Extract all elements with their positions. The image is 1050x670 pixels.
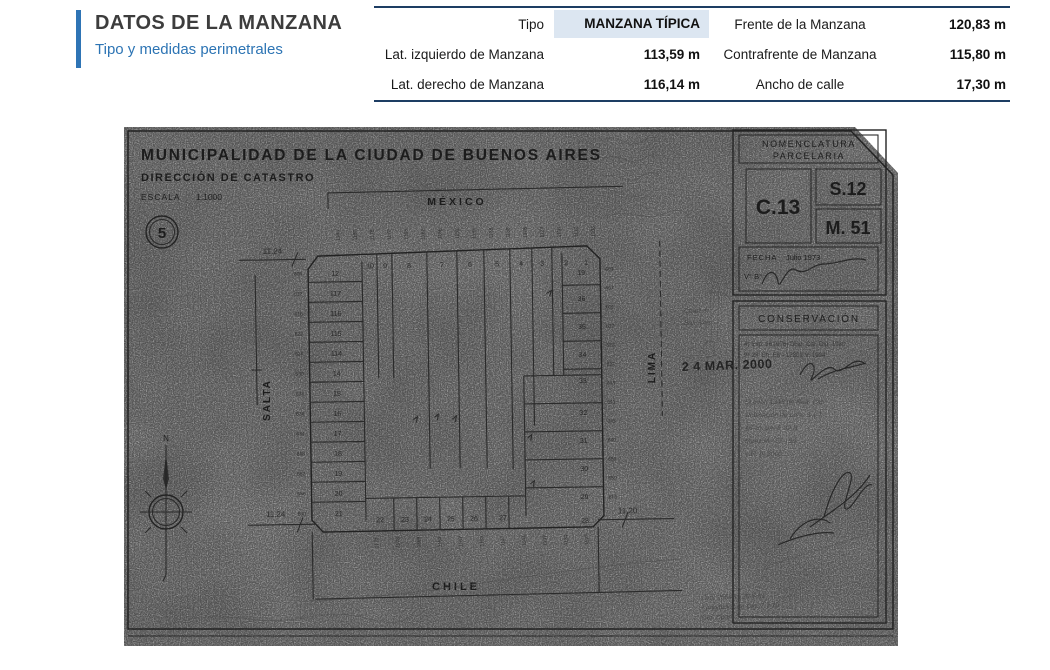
map-org-title: MUNICIPALIDAD DE LA CIUDAD DE BUENOS AIRES (141, 147, 602, 164)
fecha-label: FECHA (747, 253, 778, 262)
map-number: Bol. SAn. (684, 320, 713, 327)
map-number: 1153 (479, 535, 486, 547)
map-number: 1131 (563, 534, 570, 546)
map-number: 26 (470, 515, 478, 523)
street-label-chile: CHILE (432, 581, 480, 593)
map-number: 27 (499, 515, 507, 523)
map-number: 1162 (420, 228, 427, 240)
map-number: 1184 (335, 229, 342, 241)
map-number: 7 (440, 262, 445, 270)
field-label-frente: Frente de la Manzana (734, 16, 866, 32)
field-label-lat-der: Lat. derecho de Manzana (390, 76, 544, 92)
map-number: 638 (295, 411, 305, 418)
map-number: 3 (539, 260, 545, 268)
map-number: 12 (331, 270, 340, 278)
map-number: 1138 (488, 227, 495, 239)
sheet-number: 5 (157, 225, 167, 242)
map-number: 33 (578, 377, 587, 386)
map-number: 644 (296, 431, 305, 438)
map-number: 21 (334, 510, 343, 518)
map-number: 649 (607, 437, 617, 444)
cadastral-map-scan (124, 127, 898, 646)
map-number: 22 (376, 517, 384, 525)
map-number: 633 (606, 380, 616, 387)
map-number: 18 (334, 450, 342, 458)
map-number: 9° 28' Ch. E8 - 17801 V. 1984 (744, 352, 826, 359)
map-number: 8 (407, 262, 412, 270)
map-number: 1108 (590, 225, 597, 237)
map-number: 655 (608, 456, 617, 463)
map-number: 1172 (386, 229, 393, 241)
map-number: 1157 (458, 536, 465, 547)
page-subtitle: Tipo y medidas perimetrales (95, 41, 283, 58)
map-number: 5) conf. 1343 de Reg. Cat. (745, 399, 825, 406)
field-label-contrafrente: Contrafrente de Manzana (723, 46, 877, 62)
map-number: 623 (606, 342, 615, 349)
field-label-tipo: Tipo (518, 16, 544, 32)
map-number: 1124 (539, 226, 546, 238)
field-label-ancho-calle: Ancho de calle (755, 76, 845, 92)
map-number: 1163 (437, 536, 444, 548)
map-number: Ord. 25648 - 20-6-41 (701, 592, 766, 602)
map-number: Manz M - 55 - 99 (745, 438, 797, 445)
map-number: 1128 (522, 227, 529, 238)
map-number: 2 (563, 260, 569, 268)
map-number: 14 (332, 370, 341, 378)
street-label-lima: LIMA (647, 350, 658, 384)
map-number: 1168 (403, 228, 410, 240)
street-label-salta: SALTA (262, 379, 273, 421)
fecha-value: Julio 1973 (786, 253, 821, 262)
date-stamp: 2 4 MAR. 2000 (681, 356, 773, 374)
vb-label: V° B° (744, 272, 763, 281)
map-number: 663 (608, 494, 618, 501)
map-number: 603 (605, 266, 614, 273)
conservacion-title: CONSERVACIÓN (758, 314, 860, 325)
field-value-ancho-calle: 17,30 m (956, 76, 1006, 92)
table-row (374, 39, 1010, 69)
field-value-lat-izq: 113,59 m (643, 46, 700, 62)
map-number: 630 (295, 371, 304, 378)
map-number: 4) Exp. 36 (976) Disp. Cat. Dig. 1980 (744, 341, 846, 348)
map-number: 35 (578, 323, 586, 332)
map-number: 34 (578, 351, 587, 360)
map-number: 627 (606, 361, 615, 368)
map-number: 634 (295, 391, 305, 398)
compass-north-label: N (163, 434, 169, 443)
map-number: 16 (333, 410, 342, 418)
circunscripcion-value: C.13 (755, 196, 801, 219)
map-scale-value: 1:1000 (196, 192, 222, 202)
map-number: 1127 (584, 534, 591, 545)
map-number: 46 cm par E 32 B (745, 425, 798, 432)
map-number: 116 (330, 310, 342, 318)
map-number: 31 (579, 437, 588, 446)
map-number: 1152 (454, 228, 461, 239)
manzana-value: M. 51 (825, 218, 871, 238)
map-number: 5 (494, 261, 500, 269)
map-number: 641 (607, 399, 616, 406)
map-number: 659 (608, 475, 617, 482)
map-number: 1118 (556, 226, 563, 238)
map-number: Cuart. H (684, 308, 710, 315)
nomenclatura-title-1: NOMENCLATURA (761, 139, 857, 149)
map-number: 622 (294, 331, 304, 338)
map-number: 1169 (416, 536, 423, 548)
map-number: Longitudes de Dig. 7 y 10 (701, 602, 780, 612)
map-number: 36 (577, 295, 586, 304)
map-number: 17 (333, 430, 342, 438)
dimension-bottom-left: 11.24 (265, 509, 286, 519)
map-number: 117 (329, 290, 342, 298)
map-number: 19 (334, 470, 343, 478)
accent-bar (76, 10, 81, 68)
map-number: 1176 (369, 229, 376, 241)
dimension-top-left: 11.24 (262, 246, 283, 256)
field-value-contrafrente: 115,80 m (949, 46, 1006, 62)
map-number: Dib. Dpan. 3.2 (701, 613, 746, 622)
field-label-lat-izq: Lat. izquierdo de Manzana (384, 46, 544, 62)
map-number: 656 (297, 491, 306, 498)
map-number: 660 (297, 511, 306, 518)
map-number: 1144 (471, 227, 478, 239)
map-number: 1180 (352, 229, 359, 241)
map-number: 15 (333, 390, 341, 398)
map-dept-title: DIRECCIÓN DE CATASTRO (141, 172, 316, 184)
map-number: 1137 (542, 534, 549, 546)
map-number: Unificación de parc. 3 a 7 (745, 412, 822, 419)
map-number: 609 (605, 304, 615, 311)
map-number: 606 (293, 271, 303, 278)
map-number: 9 (383, 263, 388, 271)
seccion-value: S.12 (829, 179, 867, 199)
block-data-table (374, 6, 1010, 102)
map-number: 1141 (521, 535, 528, 546)
map-number: 32 (579, 409, 588, 418)
map-number: 23 (401, 516, 409, 524)
map-number: 652 (296, 471, 306, 478)
map-number: 1158 (437, 228, 444, 240)
map-number: 607 (605, 285, 614, 292)
map-number: 617 (605, 323, 615, 330)
map-number: 30 (580, 465, 589, 474)
map-number: 114 (330, 350, 343, 358)
map-number: 1147 (500, 535, 507, 547)
map-number: 28 (581, 517, 590, 526)
map-number: 648 (296, 451, 306, 458)
map-scale-label: ESCALA (141, 192, 181, 202)
table-row (374, 69, 1010, 99)
map-number: 1 (583, 259, 589, 267)
nomenclatura-title-2: PARCELARIA (772, 151, 846, 161)
map-number: 115 (330, 330, 342, 338)
field-value-frente: 120,83 m (948, 16, 1006, 32)
street-label-mexico: MÉXICO (427, 196, 487, 208)
map-number: 10 (366, 263, 374, 271)
map-number: 19 (577, 269, 586, 278)
map-number: 612 (294, 291, 303, 298)
page-title: DATOS DE LA MANZANA (95, 12, 343, 34)
map-number: o.R. III 2000 (745, 451, 783, 458)
dimension-bottom-right: 11.20 (617, 506, 638, 516)
map-number: 1132 (505, 227, 512, 239)
field-value-tipo: MANZANA TÍPICA (554, 10, 709, 38)
map-number: 6 (468, 261, 473, 269)
map-number: 29 (580, 493, 589, 502)
field-value-lat-der: 116,14 m (643, 76, 700, 92)
map-number: 24 (424, 516, 432, 524)
map-number: 616 (294, 311, 303, 318)
map-number: 1177 (374, 537, 381, 549)
map-number: 645 (607, 418, 616, 425)
map-number: 25 (447, 516, 455, 524)
map-number: 1173 (395, 537, 402, 548)
table-row (374, 9, 1010, 39)
map-number: 1112 (573, 226, 580, 238)
map-number: 4 (518, 260, 524, 268)
map-number: 624 (295, 351, 304, 358)
map-number: 20 (334, 490, 343, 498)
